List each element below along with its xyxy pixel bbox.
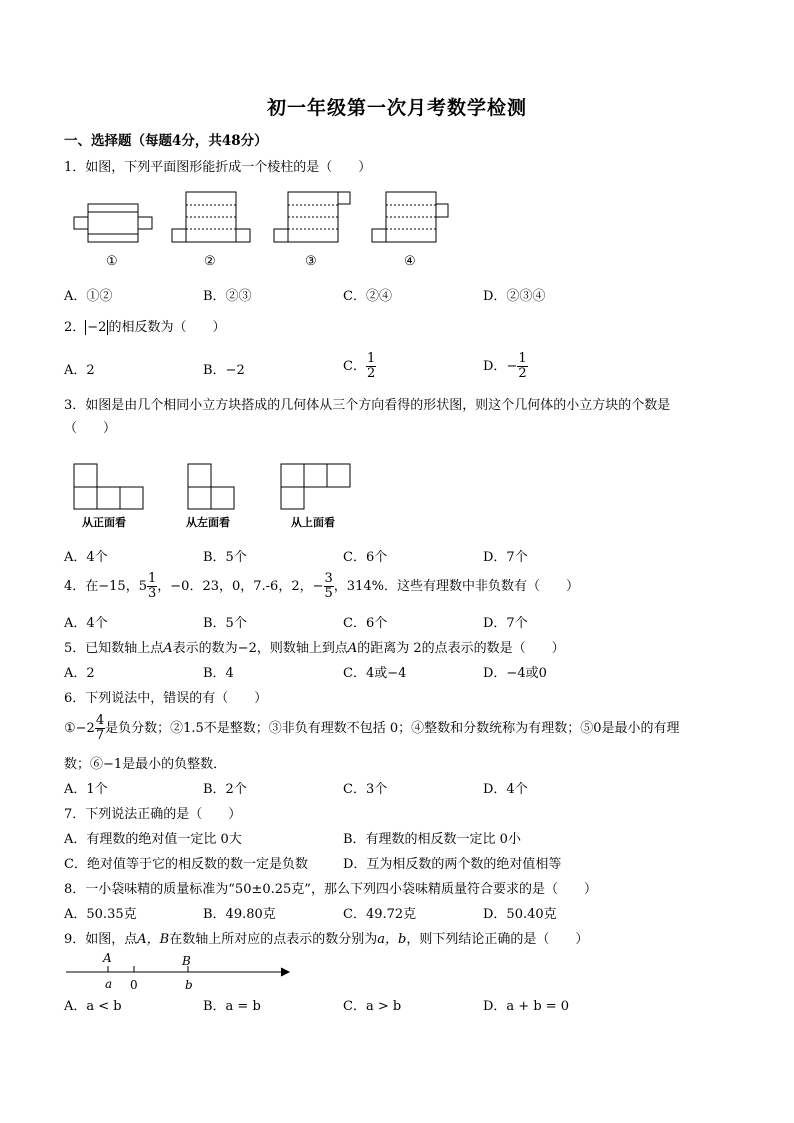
denominator: 2 [366,365,376,381]
view-caption-front: 从正面看 [82,516,126,529]
q7-option-c[interactable]: C．绝对值等于它的相反数的数一定是负数 [64,857,308,872]
minus-sign: − [506,358,518,374]
q1-option-b[interactable]: B．②③ [203,289,252,304]
axis-label-b: b [185,978,193,992]
q6-option-b[interactable]: B．2个 [203,782,247,797]
numerator: 1 [366,351,376,366]
q4-stem-part1: 4．在−15， [64,578,139,594]
q8-option-a[interactable]: A．50.35克 [64,907,137,922]
q6-option-c[interactable]: C．3个 [343,782,388,797]
q5-stem-part3: 的距离为 2的点表示的数是（ ） [357,641,565,656]
figure-label-4: ④ [404,254,416,269]
q2-number: 2． [64,320,86,335]
q9-stem-part2: 在数轴上所对应的点表示的数分别为 [169,932,378,947]
figure-label-3: ③ [305,254,317,269]
minus-sign: − [312,578,324,594]
q4-stem-part2: ，−0．23，0，7.-6，2， [157,578,313,594]
denominator: 5 [324,585,333,601]
q3-option-d[interactable]: D．7个 [483,550,528,565]
q5-option-a[interactable]: A．2 [64,666,95,681]
q9-option-b[interactable]: B．a = b [203,999,261,1014]
axis-point-a: A [103,951,112,965]
q7-option-d[interactable]: D．互为相反数的两个数的绝对值相等 [343,857,562,872]
question-6-stem: 6．下列说法中，错误的有（ ） [64,691,268,706]
denominator: 2 [518,365,527,381]
q5-option-b[interactable]: B．4 [203,666,234,681]
question-8-stem: 8．一小袋味精的质量标准为“50±0.25克”，那么下列四小袋味精质量符合要求的是（ ） [64,882,597,897]
q5-option-c[interactable]: C．4或−4 [343,666,407,681]
q8-option-c[interactable]: C．49.72克 [343,907,417,922]
q2-option-a[interactable]: A．2 [64,363,95,378]
q4-stem-part3: ，314%．这些有理数中非负数有（ ） [333,578,579,594]
absolute-value: −2 [87,320,107,335]
q3-option-c[interactable]: C．6个 [343,550,388,565]
axis-label-zero: 0 [130,978,138,992]
view-caption-left: 从左面看 [186,516,230,529]
q9-stem-part1: 9．如图，点 [64,932,138,947]
points-label: A，B [137,932,170,947]
q4-option-b[interactable]: B．5个 [203,616,247,631]
variables-label: a，b [377,932,407,947]
q1-option-c[interactable]: C．②④ [343,289,392,304]
section-heading: 一、选择题（每题4分，共48分） [64,133,268,149]
numerator: 1 [518,351,527,366]
denominator: 7 [95,727,105,743]
q2-option-d-label: D． [483,358,507,374]
q9-option-a[interactable]: A．a < b [64,999,122,1014]
q4-option-d[interactable]: D．7个 [483,616,528,631]
point-a-label: A [347,641,358,656]
q8-option-d[interactable]: D．50.40克 [483,907,557,922]
q6-statement-1-start: ①−2 [64,720,95,736]
q5-stem-part2: 表示的数为−2，则数轴上到点 [172,641,348,656]
q7-option-a[interactable]: A．有理数的绝对值一定比 0大 [64,832,242,847]
question-1-stem: 1．如图，下列平面图形能折成一个棱柱的是（ ） [64,160,372,175]
q5-option-d[interactable]: D．−4或0 [483,666,547,681]
whole-part: 5 [138,578,147,594]
question-7-stem: 7．下列说法正确的是（ ） [64,807,242,822]
q9-option-d[interactable]: D．a + b = 0 [483,999,570,1014]
question-6-statements-line2: 数；⑥−1是最小的负整数． [64,757,227,772]
numerator: 1 [148,571,157,586]
question-3-stem-line2: （ ） [64,421,117,436]
q8-option-b[interactable]: B．49.80克 [203,907,276,922]
q4-option-a[interactable]: A．4个 [64,616,108,631]
q9-option-c[interactable]: C．a > b [343,999,402,1014]
figure-label-2: ② [204,254,216,269]
q1-option-d[interactable]: D．②③④ [483,289,546,304]
q2-option-c-label: C． [343,358,366,374]
q2-stem-text: 的相反数为（ ） [108,320,226,335]
numerator: 3 [324,571,333,586]
page-title: 初一年级第一次月考数学检测 [266,97,527,119]
view-caption-top: 从上面看 [291,516,335,529]
numerator: 4 [95,713,105,728]
q1-option-a[interactable]: A．①② [64,289,113,304]
q3-option-a[interactable]: A．4个 [64,550,108,565]
q6-statements-text: 是负分数；②1.5不是整数；③非负有理数不包括 0；④整数和分数统称为有理数；⑤0是最小的有理 [105,720,680,736]
q6-option-a[interactable]: A．1个 [64,782,108,797]
q3-option-b[interactable]: B．5个 [203,550,247,565]
axis-point-b: B [182,954,191,968]
q4-option-c[interactable]: C．6个 [343,616,388,631]
question-3-stem-line1: 3．如图是由几个相同小立方块搭成的几何体从三个方向看得的形状图，则这个几何体的小立方块的个数是 [64,398,671,413]
q6-option-d[interactable]: D．4个 [483,782,528,797]
axis-label-a: a [105,977,113,991]
q9-stem-part3: ，则下列结论正确的是（ ） [406,932,589,947]
point-a-label: A [163,641,173,656]
q5-stem-part1: 5．已知数轴上点 [64,641,164,656]
figure-label-1: ① [106,254,118,269]
q2-option-b[interactable]: B．−2 [203,363,245,378]
q7-option-b[interactable]: B．有理数的相反数一定比 0小 [343,832,521,847]
denominator: 3 [148,585,157,601]
